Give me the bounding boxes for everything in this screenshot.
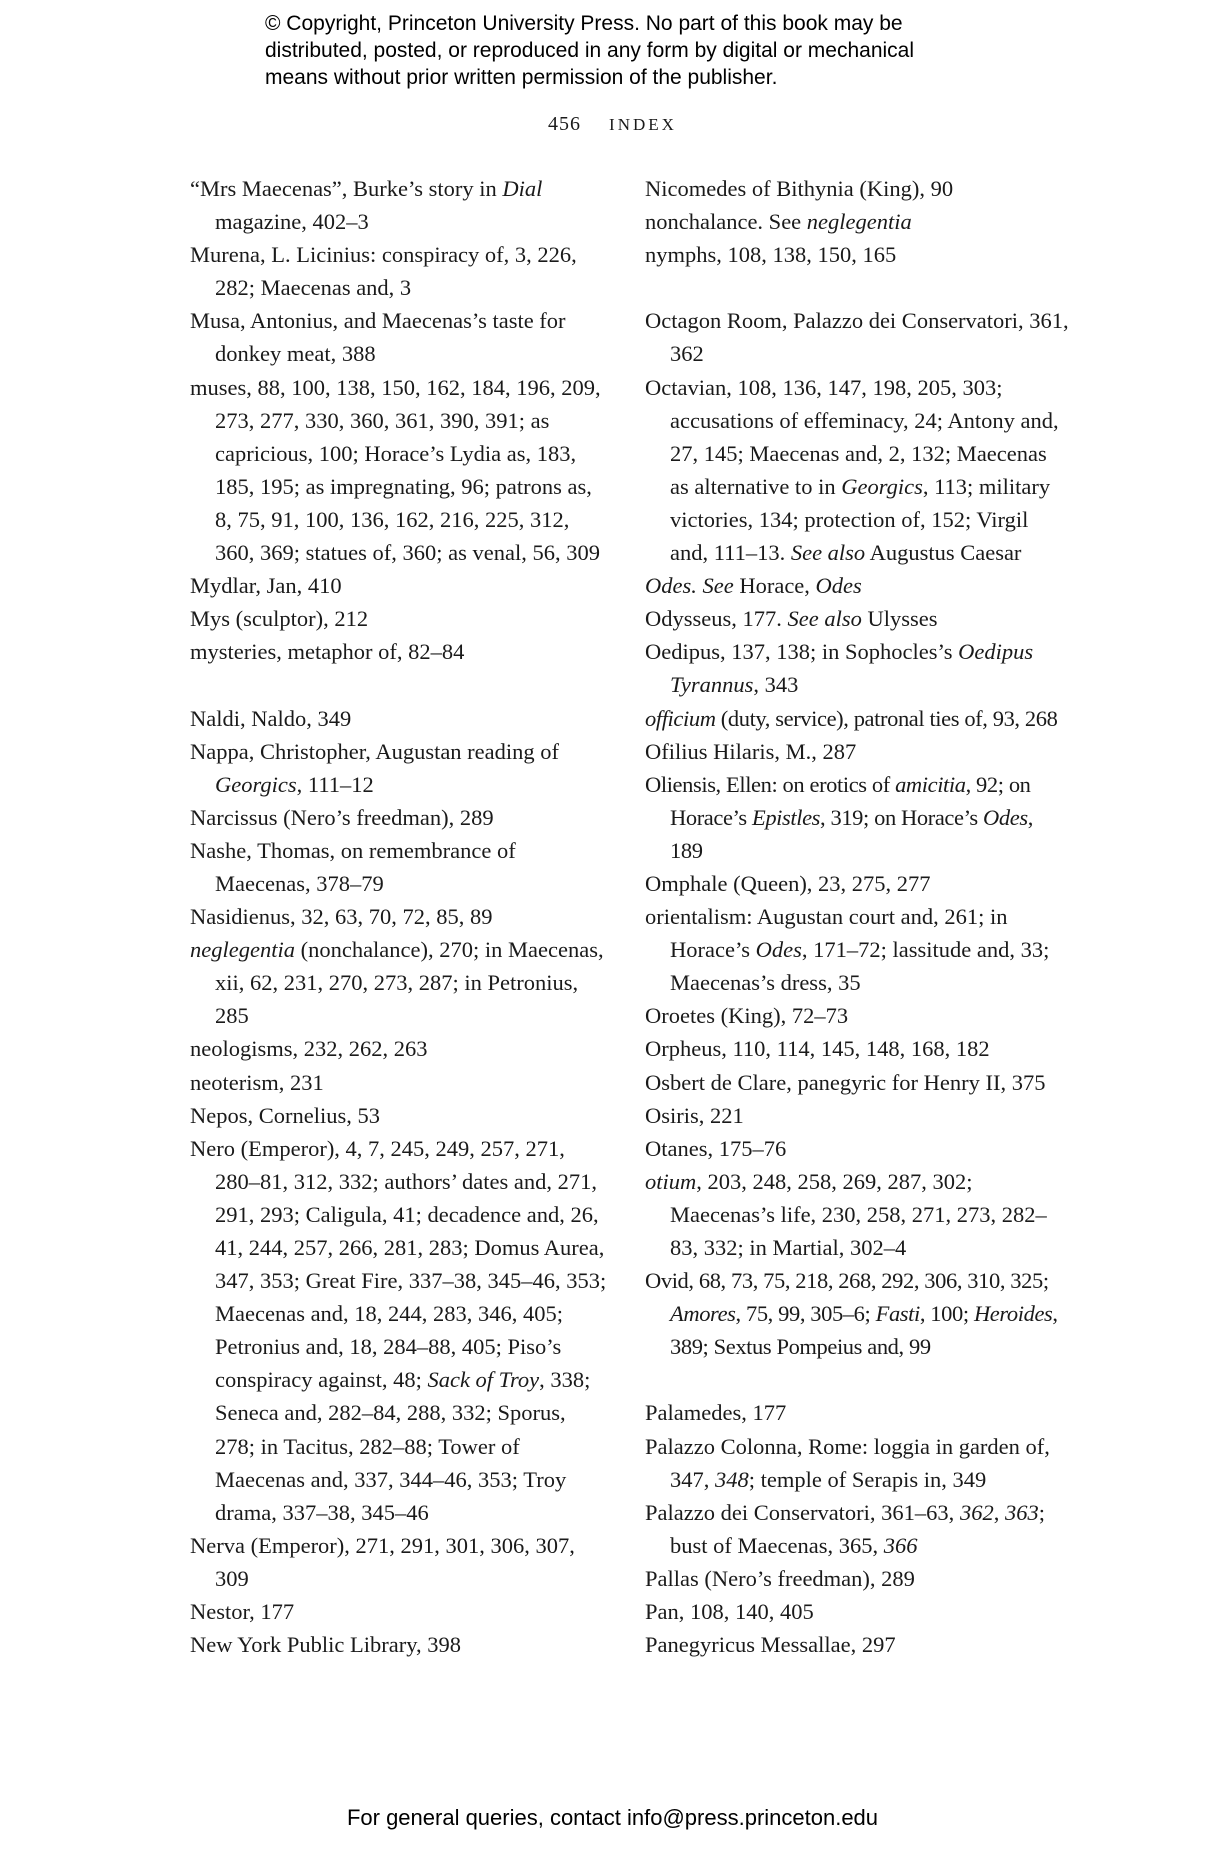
index-entry: otium, 203, 248, 258, 269, 287, 302; Maecenas’s life, 230, 258, 271, 273, 282–83, 332; in Martial, 302–4	[645, 1168, 1047, 1260]
index-entry: Nashe, Thomas, on remembrance of Maecenas, 378–79	[190, 837, 516, 896]
index-entry: Oroetes (King), 72–73	[645, 1003, 849, 1029]
index-column-right	[645, 172, 1070, 1661]
index-entry: “Mrs Maecenas”, Burke’s story in Dial magazine, 402–3	[190, 176, 543, 235]
index-entry: muses, 88, 100, 138, 150, 162, 184, 196, 209, 273, 277, 330, 360, 361, 390, 391; as capricious, 100; Horace’s Lydia as, 183, 185, 195; as impregnating, 96; patrons as, 8, 75, 91, 100, 136, 162, 216, 225, 312, 360, 369; statues of, 360; as venal, 56, 309	[190, 374, 601, 566]
copyright-line: © Copyright, Princeton University Press. No part of this book may be	[265, 12, 903, 35]
index-entry: Narcissus (Nero’s freedman), 289	[190, 804, 494, 830]
copyright-line: means without prior written permission of the publisher.	[265, 66, 778, 89]
index-entry: Palazzo Colonna, Rome: loggia in garden of, 347, 348; temple of Serapis in, 349	[645, 1433, 1050, 1492]
index-entry: Odysseus, 177. See also Ulysses	[645, 606, 938, 632]
index-entry: Mydlar, Jan, 410	[190, 573, 342, 599]
index-entry: Osbert de Clare, panegyric for Henry II, 375	[645, 1069, 1046, 1095]
index-entry: Nappa, Christopher, Augustan reading of Georgics, 111–12	[190, 738, 560, 797]
page-number: 456	[548, 113, 582, 135]
index-entry: neglegentia (nonchalance), 270; in Maecenas, xii, 62, 231, 270, 273, 287; in Petronius, 285	[190, 937, 604, 1029]
copyright-line: distributed, posted, or reproduced in any form by digital or mechanical	[265, 39, 915, 62]
running-head	[0, 113, 1225, 136]
index-entry: mysteries, metaphor of, 82–84	[190, 639, 465, 665]
index-entry: Osiris, 221	[645, 1102, 744, 1128]
index-entry: Ovid, 68, 73, 75, 218, 268, 292, 306, 310, 325; Amores, 75, 99, 305–6; Fasti, 100; Heroides, 389; Sextus Pompeius and, 99	[645, 1268, 1058, 1360]
index-entry: nonchalance. See neglegentia	[645, 209, 912, 235]
index-entry: Otanes, 175–76	[645, 1135, 787, 1161]
index-entry: nymphs, 108, 138, 150, 165	[645, 242, 897, 268]
index-entry: Nestor, 177	[190, 1599, 295, 1625]
index-entry: Murena, L. Licinius: conspiracy of, 3, 226, 282; Maecenas and, 3	[190, 242, 577, 301]
index-entry: orientalism: Augustan court and, 261; in Horace’s Odes, 171–72; lassitude and, 33; Maecenas’s dress, 35	[645, 904, 1050, 996]
index-entry: Musa, Antonius, and Maecenas’s taste for donkey meat, 388	[190, 308, 566, 367]
index-entry: Pan, 108, 140, 405	[645, 1599, 814, 1625]
index-entry: officium (duty, service), patronal ties of, 93, 268	[645, 705, 1058, 731]
index-entry: neologisms, 232, 262, 263	[190, 1036, 428, 1062]
index-entry: Nicomedes of Bithynia (King), 90	[645, 176, 954, 201]
index-entry: Panegyricus Messallae, 297	[645, 1632, 896, 1658]
footer-contact: For general queries, contact info@press.princeton.edu	[346, 1805, 879, 1830]
index-entry: Octavian, 108, 136, 147, 198, 205, 303; accusations of effeminacy, 24; Antony and, 27, 145; Maecenas and, 2, 132; Maecenas as alternative to in Georgics, 113; military victories, 134; protection of, 152; Virgil and, 111–13. See also Augustus Caesar	[645, 374, 1059, 566]
index-entry: Omphale (Queen), 23, 275, 277	[645, 870, 931, 896]
index-entry: neoterism, 231	[190, 1069, 324, 1095]
index-entry: Nerva (Emperor), 271, 291, 301, 306, 307, 309	[190, 1532, 575, 1591]
index-entry: Naldi, Naldo, 349	[190, 705, 352, 731]
index-entry: Pallas (Nero’s freedman), 289	[645, 1565, 915, 1591]
copyright-notice	[265, 10, 1045, 91]
index-entry: Ofilius Hilaris, M., 287	[645, 738, 857, 764]
index-entry: Palamedes, 177	[645, 1400, 787, 1426]
index-entry: Palazzo dei Conservatori, 361–63, 362, 363; bust of Maecenas, 365, 366	[645, 1499, 1045, 1558]
index-column-left	[190, 172, 610, 1661]
index-entry: Oliensis, Ellen: on erotics of amicitia, 92; on Horace’s Epistles, 319; on Horace’s Odes, 189	[645, 771, 1033, 863]
index-entry: Odes. See Horace, Odes	[645, 573, 862, 599]
index-entry: Nero (Emperor), 4, 7, 245, 249, 257, 271, 280–81, 312, 332; authors’ dates and, 271, 291, 293; Caligula, 41; decadence and, 26, 41, 244, 257, 266, 281, 283; Domus Aurea, 347, 353; Great Fire, 337–38, 345–46, 353; Maecenas and, 18, 244, 283, 346, 405; Petronius and, 18, 284–88, 405; Piso’s conspiracy against, 48; Sack of Troy, 338; Seneca and, 282–84, 288, 332; Sporus, 278; in Tacitus, 282–88; Tower of Maecenas and, 337, 344–46, 353; Troy drama, 337–38, 345–46	[190, 1135, 607, 1525]
index-entry: Nasidienus, 32, 63, 70, 72, 85, 89	[190, 904, 493, 930]
section-title: INDEX	[609, 115, 677, 134]
index-entry: Nepos, Cornelius, 53	[190, 1102, 380, 1128]
index-entry: Mys (sculptor), 212	[190, 606, 369, 632]
index-entry: New York Public Library, 398	[190, 1632, 462, 1658]
index-entry: Orpheus, 110, 114, 145, 148, 168, 182	[645, 1036, 990, 1062]
index-entry: Oedipus, 137, 138; in Sophocles’s Oedipus Tyrannus, 343	[645, 639, 1034, 698]
index-entry: Octagon Room, Palazzo dei Conservatori, 361, 362	[645, 308, 1069, 367]
